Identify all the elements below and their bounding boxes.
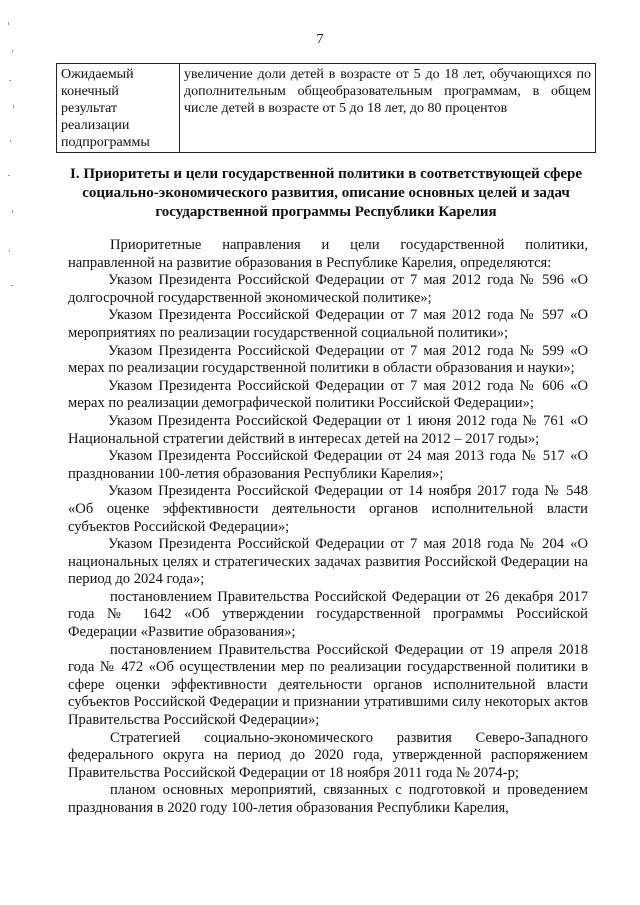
scan-edge-marks	[6, 10, 18, 310]
expected-result-label: Ожидаемый конечный результат реализации подпрограммы	[57, 64, 180, 153]
intro-paragraph: Приоритетные направления и цели государственной политики, направленной на развитие образования в Республике Карелия, определяются:	[68, 237, 588, 271]
expected-result-value: увеличение доли детей в возрасте от 5 до 18 лет, обучающихся по дополнительным общеобразовательным программам, в общем числе детей в возрасте от 5 до 18 лет, до 80 процентов	[180, 64, 596, 153]
document-body	[68, 237, 588, 818]
resolution-paragraph: постановлением Правительства Российской Федерации от 26 декабря 2017 года № 1642 «Об утверждении государственной программы Российской Федерации «Развитие образования»;	[68, 588, 588, 641]
decree-paragraph: Указом Президента Российской Федерации от 7 мая 2012 года № 597 «О мероприятиях по реализации государственной социальной политики»;	[68, 307, 588, 341]
expected-result-table	[56, 63, 596, 153]
decree-paragraph: Указом Президента Российской Федерации от 7 мая 2018 года № 204 «О национальных целях и стратегических задачах развития Российской Федерации на период до 2024 года»;	[68, 536, 588, 588]
decree-paragraph: Указом Президента Российской Федерации от 7 мая 2012 года № 599 «О мерах по реализации государственной политики в области образования и науки»;	[68, 342, 588, 377]
decree-paragraph: Указом Президента Российской Федерации от 7 мая 2012 года № 596 «О долгосрочной государственной экономической политике»;	[68, 272, 588, 306]
decree-paragraph: Указом Президента Российской Федерации от 7 мая 2012 года № 606 «О мерах по реализации демографической политики Российской Федерации»;	[68, 377, 588, 412]
plan-paragraph: планом основных мероприятий, связанных с подготовкой и проведением празднования в 2020 году 100-летия образования Республики Карелия,	[68, 782, 588, 816]
page-number: 7	[316, 32, 324, 47]
section-heading: I. Приоритеты и цели государственной политики в соответствующей сфере социально-экономического развития, описание основных целей и задач государственной программы Республики Карелия	[70, 166, 582, 220]
table-row	[57, 64, 596, 153]
strategy-paragraph: Стратегией социально-экономического развития Северо-Западного федерального округа на период до 2020 года, утвержденной распоряжением Правительства Российской Федерации от 18 ноября 2011 года № 2074-р;	[68, 729, 588, 781]
decree-paragraph: Указом Президента Российской Федерации от 24 мая 2013 года № 517 «О праздновании 100-летия образования Республики Карелия»;	[68, 448, 588, 482]
decree-paragraph: Указом Президента Российской Федерации от 1 июня 2012 года № 761 «О Национальной стратегии действий в интересах детей на 2012 – 2017 годы»;	[68, 412, 588, 447]
decree-paragraph: Указом Президента Российской Федерации от 14 ноября 2017 года № 548 «Об оценке эффективности деятельности органов исполнительной власти субъектов Российской Федерации»;	[68, 483, 588, 535]
resolution-paragraph: постановлением Правительства Российской Федерации от 19 апреля 2018 года № 472 «Об осуществлении мер по реализации государственной политики в сфере оценки эффективности деятельности органов исполнительной власти субъектов Российской Федерации и признании утратившими силу некоторых актов Правительства Российской Федерации»;	[68, 641, 588, 729]
